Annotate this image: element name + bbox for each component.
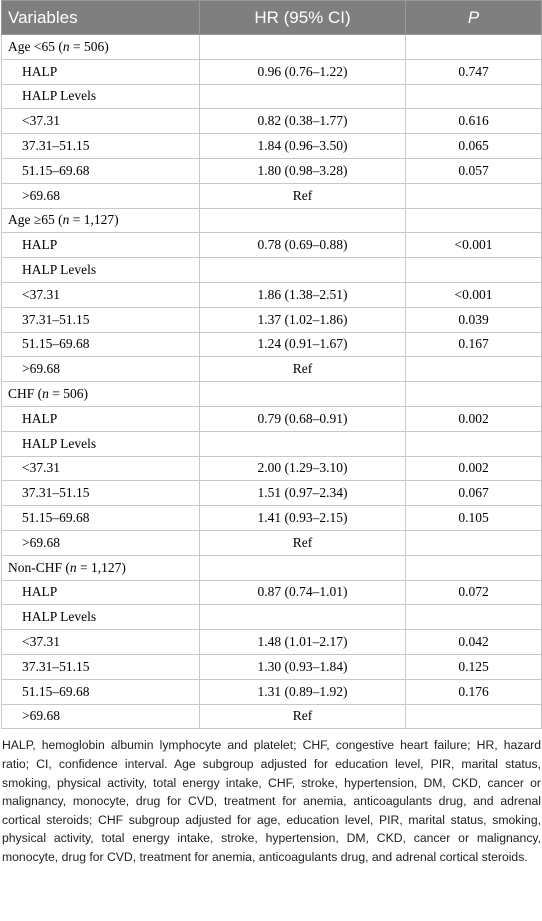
p-value-cell: [406, 704, 542, 729]
hr-cell: [200, 258, 406, 283]
p-value-cell: 0.072: [406, 580, 542, 605]
hazard-ratio-table: [1, 0, 542, 729]
variable-cell: HALP Levels: [2, 84, 200, 109]
table-row: [2, 481, 542, 506]
table-row: [2, 59, 542, 84]
header-p: P: [406, 1, 542, 35]
group-label-n: n: [62, 38, 70, 54]
group-label: [2, 35, 200, 60]
table-group-row: [2, 555, 542, 580]
hr-cell: [200, 84, 406, 109]
variable-cell: 37.31–51.15: [2, 307, 200, 332]
header-variables: Variables: [2, 1, 200, 35]
group-label: [2, 382, 200, 407]
group-label-prefix: Age <65 (: [8, 38, 63, 54]
variable-cell: 37.31–51.15: [2, 654, 200, 679]
p-value-cell: 0.125: [406, 654, 542, 679]
variable-cell: HALP Levels: [2, 258, 200, 283]
variable-cell: HALP: [2, 580, 200, 605]
table-row: [2, 109, 542, 134]
hr-cell: [200, 605, 406, 630]
table-row: [2, 258, 542, 283]
table-row: [2, 332, 542, 357]
group-label-n: n: [62, 212, 70, 228]
p-value-cell: 0.067: [406, 481, 542, 506]
group-label-prefix: Non-CHF (: [8, 559, 70, 575]
p-value-cell: 0.002: [406, 456, 542, 481]
variable-cell: <37.31: [2, 282, 200, 307]
table-row: [2, 431, 542, 456]
hr-cell: 0.82 (0.38–1.77): [200, 109, 406, 134]
hr-cell: 1.41 (0.93–2.15): [200, 506, 406, 531]
table-body: [2, 35, 542, 729]
variable-cell: >69.68: [2, 530, 200, 555]
empty-cell: [200, 555, 406, 580]
variable-cell: HALP: [2, 59, 200, 84]
hr-cell: 2.00 (1.29–3.10): [200, 456, 406, 481]
group-label: [2, 208, 200, 233]
table-row: [2, 282, 542, 307]
table-group-row: [2, 208, 542, 233]
hr-cell: [200, 431, 406, 456]
table-group-row: [2, 35, 542, 60]
p-value-cell: [406, 84, 542, 109]
p-value-cell: 0.065: [406, 134, 542, 159]
variable-cell: <37.31: [2, 630, 200, 655]
empty-cell: [406, 382, 542, 407]
group-label-suffix: = 1,127): [69, 212, 119, 228]
group-label-suffix: = 506): [48, 386, 88, 402]
p-value-cell: 0.176: [406, 679, 542, 704]
p-value-cell: [406, 183, 542, 208]
empty-cell: [406, 35, 542, 60]
variable-cell: <37.31: [2, 456, 200, 481]
p-value-cell: [406, 258, 542, 283]
empty-cell: [200, 35, 406, 60]
hr-cell: 1.80 (0.98–3.28): [200, 158, 406, 183]
group-label-prefix: Age ≥65 (: [8, 212, 63, 228]
hr-cell: 1.37 (1.02–1.86): [200, 307, 406, 332]
empty-cell: [406, 208, 542, 233]
variable-cell: HALP Levels: [2, 605, 200, 630]
group-label-suffix: = 506): [69, 38, 109, 54]
variable-cell: <37.31: [2, 109, 200, 134]
variable-cell: 51.15–69.68: [2, 679, 200, 704]
p-value-cell: [406, 431, 542, 456]
variable-cell: 37.31–51.15: [2, 134, 200, 159]
table-header-row: [2, 1, 542, 35]
table-row: [2, 654, 542, 679]
hr-cell: 1.84 (0.96–3.50): [200, 134, 406, 159]
hr-cell: 1.51 (0.97–2.34): [200, 481, 406, 506]
p-value-cell: 0.747: [406, 59, 542, 84]
hr-cell: 1.31 (0.89–1.92): [200, 679, 406, 704]
variable-cell: >69.68: [2, 357, 200, 382]
table-row: [2, 357, 542, 382]
p-value-cell: 0.039: [406, 307, 542, 332]
variable-cell: >69.68: [2, 183, 200, 208]
p-value-cell: <0.001: [406, 282, 542, 307]
p-value-cell: [406, 605, 542, 630]
variable-cell: >69.68: [2, 704, 200, 729]
table-row: [2, 530, 542, 555]
variable-cell: HALP: [2, 233, 200, 258]
hr-cell: 0.87 (0.74–1.01): [200, 580, 406, 605]
p-value-cell: 0.167: [406, 332, 542, 357]
table-group-row: [2, 382, 542, 407]
table-footnote: HALP, hemoglobin albumin lymphocyte and platelet; CHF, congestive heart failure; HR, hazard ratio; CI, confidence interval. Age subgroup adjusted for education level, PIR, marital status, smoking, physical activity, total energy intake, CHF, stroke, hypertension, DM, CKD, cancer or malignancy, monocyte, drug for CVD, treatment for anemia, anticoagulants drug, and adrenal cortical steroids; CHF subgroup adjusted for age, education level, PIR, marital status, smoking, physical activity, total energy intake, stroke, hypertension, DM, CKD, cancer or malignancy, monocyte, drug for CVD, treatment for anemia, anticoagulants drug, and adrenal cortical steroids.: [2, 738, 541, 864]
table-row: [2, 630, 542, 655]
p-value-cell: 0.105: [406, 506, 542, 531]
hr-cell: Ref: [200, 183, 406, 208]
variable-cell: HALP Levels: [2, 431, 200, 456]
table-row: [2, 307, 542, 332]
table-row: [2, 679, 542, 704]
p-value-cell: [406, 530, 542, 555]
hr-cell: 0.79 (0.68–0.91): [200, 406, 406, 431]
variable-cell: 51.15–69.68: [2, 158, 200, 183]
table-row: [2, 456, 542, 481]
hr-cell: 0.78 (0.69–0.88): [200, 233, 406, 258]
hr-cell: 1.24 (0.91–1.67): [200, 332, 406, 357]
group-label: [2, 555, 200, 580]
table-row: [2, 506, 542, 531]
empty-cell: [406, 555, 542, 580]
p-value-cell: <0.001: [406, 233, 542, 258]
p-value-cell: 0.057: [406, 158, 542, 183]
group-label-suffix: = 1,127): [76, 559, 126, 575]
variable-cell: 51.15–69.68: [2, 332, 200, 357]
table-row: [2, 580, 542, 605]
table-row: [2, 406, 542, 431]
p-value-cell: 0.616: [406, 109, 542, 134]
group-label-n: n: [42, 386, 49, 402]
table-row: [2, 704, 542, 729]
table-row: [2, 158, 542, 183]
empty-cell: [200, 208, 406, 233]
hr-cell: 1.86 (1.38–2.51): [200, 282, 406, 307]
table-row: [2, 233, 542, 258]
variable-cell: 51.15–69.68: [2, 506, 200, 531]
p-value-cell: 0.042: [406, 630, 542, 655]
variable-cell: 37.31–51.15: [2, 481, 200, 506]
hr-cell: Ref: [200, 530, 406, 555]
hr-cell: 1.48 (1.01–2.17): [200, 630, 406, 655]
table-row: [2, 84, 542, 109]
table-row: [2, 183, 542, 208]
hr-cell: Ref: [200, 357, 406, 382]
group-label-prefix: CHF (: [8, 386, 43, 402]
hr-cell: Ref: [200, 704, 406, 729]
variable-cell: HALP: [2, 406, 200, 431]
hr-cell: 1.30 (0.93–1.84): [200, 654, 406, 679]
header-hr: HR (95% CI): [200, 1, 406, 35]
p-value-cell: 0.002: [406, 406, 542, 431]
p-value-cell: [406, 357, 542, 382]
table-row: [2, 605, 542, 630]
group-label-n: n: [69, 559, 77, 575]
hr-cell: 0.96 (0.76–1.22): [200, 59, 406, 84]
empty-cell: [200, 382, 406, 407]
table-row: [2, 134, 542, 159]
